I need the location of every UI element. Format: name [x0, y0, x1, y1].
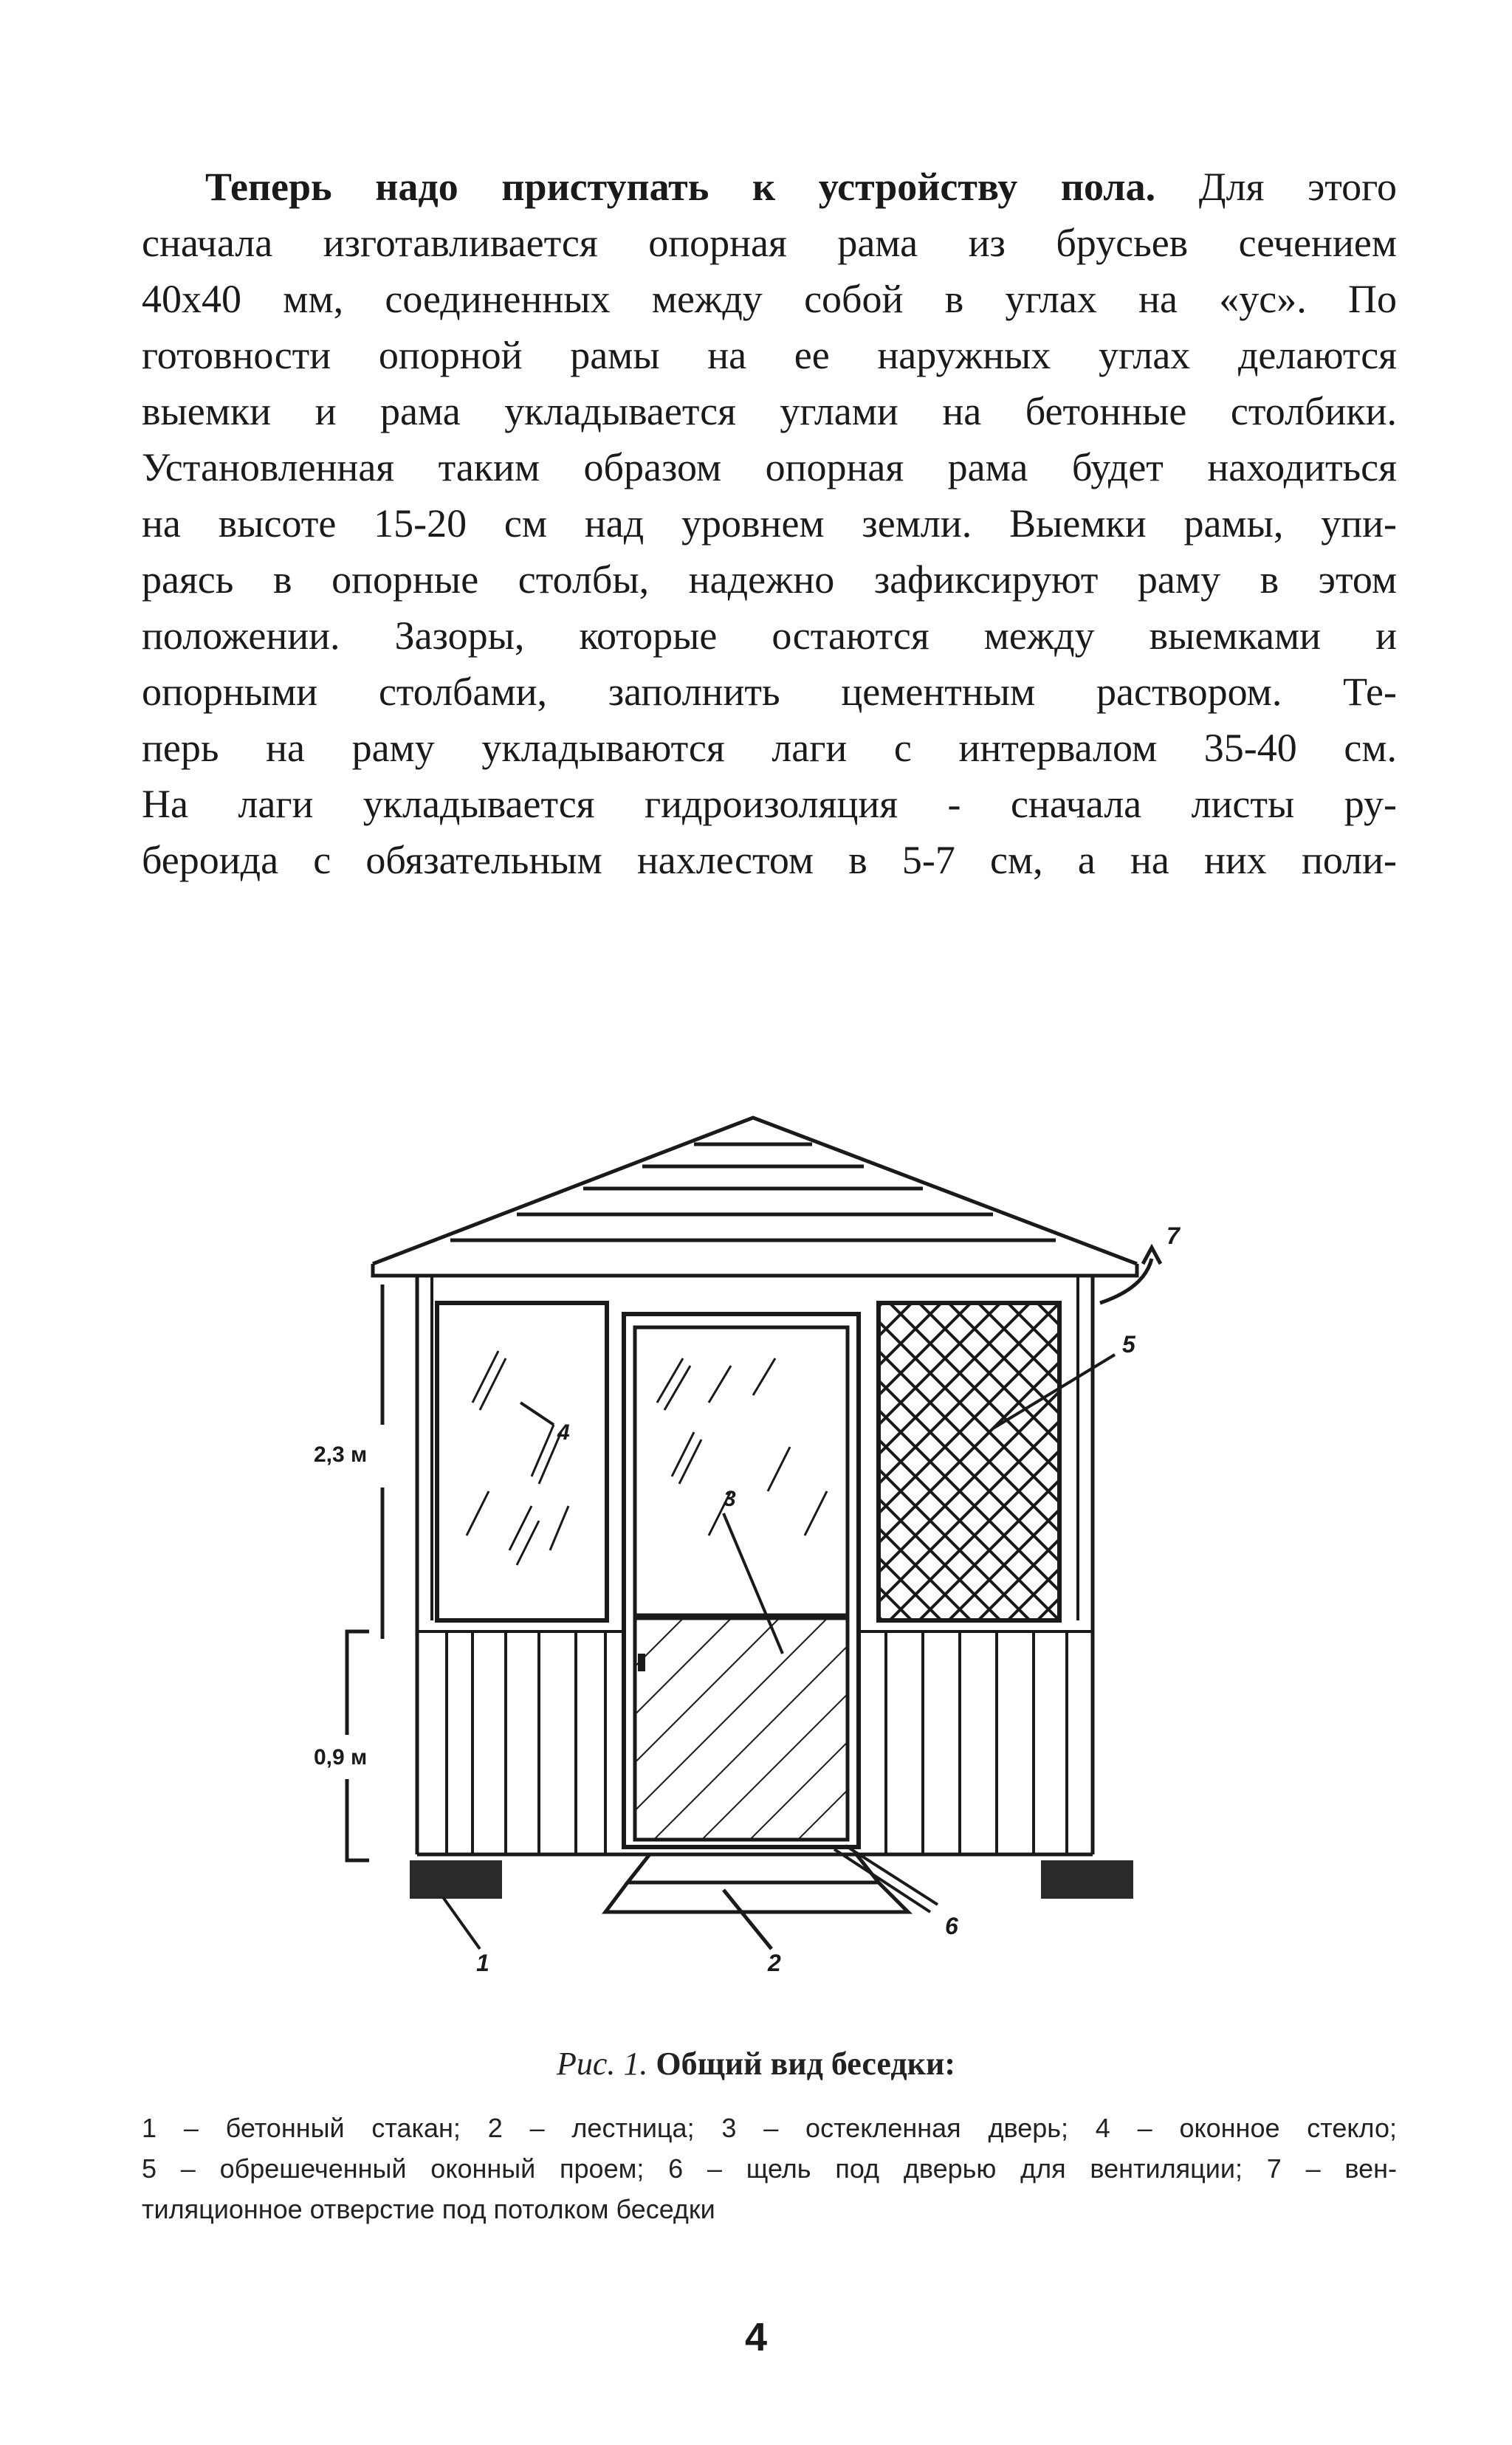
steps [605, 1854, 908, 1976]
legend-line: 5 – обрешеченный оконный проем; 6 – щель под дверью для вентиляции; 7 – вен- [142, 2153, 1397, 2184]
paragraph-line: на высоте 15-20 см над уровнем земли. Выемки рамы, упи- [142, 501, 1397, 546]
paragraph-line: опорными столбами, заполнить цементным раствором. Те- [142, 670, 1397, 714]
gazebo-figure [295, 1093, 1218, 1978]
paragraph-line: Установленная таким образом опорная рама будет находиться [142, 445, 1397, 489]
label-3: 3 [724, 1487, 736, 1511]
lattice-window [879, 1303, 1136, 1620]
paragraph-lead-bold: Теперь надо приступать к устройству пола. [205, 165, 1156, 209]
label-2: 2 [768, 1950, 781, 1976]
vent-arrow [1100, 1222, 1181, 1303]
paragraph-line: бероида с обязательным нахлестом в 5-7 см, а на них поли- [142, 838, 1397, 882]
paragraph-line-1 [142, 159, 1397, 215]
paragraph-line: 40х40 мм, соединенных между собой в углах на «ус». По [142, 277, 1397, 321]
dimension-label-lower: 0,9 м [314, 1745, 368, 1770]
page-number: 4 [744, 2315, 768, 2359]
roof [373, 1118, 1137, 1276]
paragraph-line: готовности опорной рамы на ее наружных углах делаются [142, 333, 1397, 377]
paragraph-line: выемки и рама укладывается углами на бетонные столбики. [142, 389, 1397, 433]
figure-caption-label: Рис. 1. [557, 2046, 648, 2082]
glazed-door [624, 1314, 859, 1847]
dimension-label-total: 2,3 м [314, 1442, 368, 1467]
legend-line: 1 – бетонный стакан; 2 – лестница; 3 – остекленная дверь; 4 – оконное стекло; [142, 2113, 1397, 2143]
paragraph-line: положении. Зазоры, которые остаются между выемками и [142, 613, 1397, 658]
paragraph-line: сначала изготавливается опорная рама из брусьев сечением [142, 221, 1397, 265]
label-7: 7 [1166, 1222, 1180, 1249]
legend-line: тиляционное отверстие под потолком беседки [142, 2194, 715, 2224]
label-6: 6 [945, 1913, 958, 1939]
figure-caption-title: Общий вид беседки: [656, 2046, 955, 2082]
label-1: 1 [476, 1950, 489, 1976]
paragraph-line: На лаги укладывается гидроизоляция - сначала листы ру- [142, 782, 1397, 826]
paragraph-line: перь на раму укладываются лаги с интервалом 35-40 см. [142, 726, 1397, 770]
label-5: 5 [1122, 1331, 1135, 1358]
door-gap [834, 1846, 958, 1939]
body-paragraph [142, 159, 1397, 888]
left-window [437, 1303, 607, 1620]
gazebo-drawing [295, 1093, 1218, 1978]
figure-caption [0, 2045, 1512, 2083]
figure-legend [142, 2108, 1397, 2229]
paragraph-line: раясь в опорные столбы, надежно зафиксируют раму в этом [142, 557, 1397, 602]
paragraph-line-1-rest: Для этого [1155, 165, 1397, 209]
label-4: 4 [557, 1420, 570, 1445]
